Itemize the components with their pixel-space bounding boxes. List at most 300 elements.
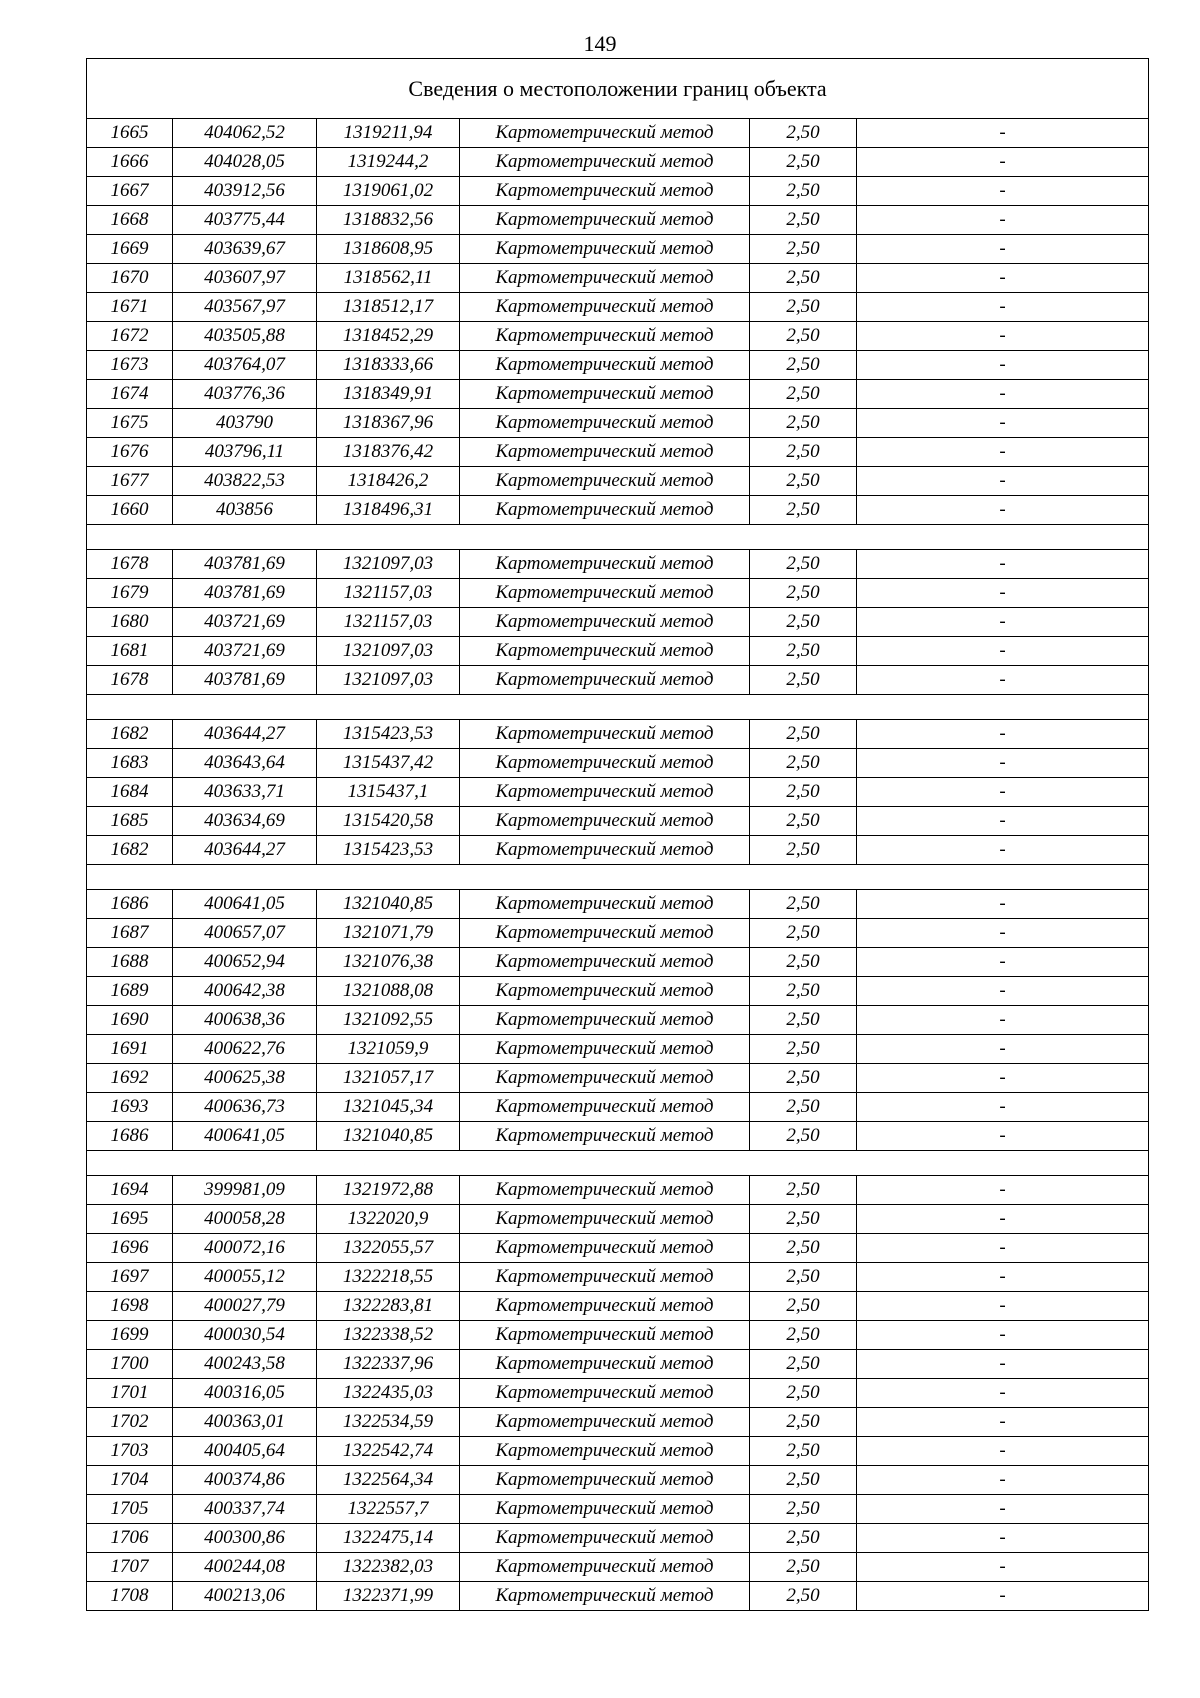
- method-cell: Картометрический метод: [460, 666, 750, 695]
- method-cell: Картометрический метод: [460, 1122, 750, 1151]
- accuracy-cell: 2,50: [750, 322, 857, 351]
- description-cell: -: [857, 438, 1149, 467]
- point-number-cell: 1689: [87, 977, 173, 1006]
- point-number-cell: 1673: [87, 351, 173, 380]
- contour-separator-row: [87, 865, 1149, 890]
- y-coordinate-cell: 1318496,31: [317, 496, 460, 525]
- y-coordinate-cell: 1321092,55: [317, 1006, 460, 1035]
- description-cell: -: [857, 1379, 1149, 1408]
- accuracy-cell: 2,50: [750, 919, 857, 948]
- y-coordinate-cell: 1321071,79: [317, 919, 460, 948]
- accuracy-cell: 2,50: [750, 1006, 857, 1035]
- method-cell: Картометрический метод: [460, 293, 750, 322]
- x-coordinate-cell: 403796,11: [173, 438, 317, 467]
- point-number-cell: 1678: [87, 666, 173, 695]
- separator-cell: [87, 1151, 1149, 1176]
- accuracy-cell: 2,50: [750, 1176, 857, 1205]
- x-coordinate-cell: 400652,94: [173, 948, 317, 977]
- table-row: [87, 1234, 1149, 1263]
- accuracy-cell: 2,50: [750, 438, 857, 467]
- accuracy-cell: 2,50: [750, 496, 857, 525]
- point-number-cell: 1678: [87, 550, 173, 579]
- x-coordinate-cell: 403634,69: [173, 807, 317, 836]
- point-number-cell: 1674: [87, 380, 173, 409]
- accuracy-cell: 2,50: [750, 1122, 857, 1151]
- description-cell: -: [857, 1408, 1149, 1437]
- method-cell: Картометрический метод: [460, 1035, 750, 1064]
- method-cell: Картометрический метод: [460, 1408, 750, 1437]
- x-coordinate-cell: 403822,53: [173, 467, 317, 496]
- accuracy-cell: 2,50: [750, 1064, 857, 1093]
- point-number-cell: 1693: [87, 1093, 173, 1122]
- accuracy-cell: 2,50: [750, 177, 857, 206]
- point-number-cell: 1686: [87, 890, 173, 919]
- y-coordinate-cell: 1321097,03: [317, 637, 460, 666]
- x-coordinate-cell: 400641,05: [173, 890, 317, 919]
- method-cell: Картометрический метод: [460, 1379, 750, 1408]
- accuracy-cell: 2,50: [750, 1408, 857, 1437]
- table-row: [87, 890, 1149, 919]
- method-cell: Картометрический метод: [460, 1524, 750, 1553]
- point-number-cell: 1660: [87, 496, 173, 525]
- table-row: [87, 608, 1149, 637]
- accuracy-cell: 2,50: [750, 666, 857, 695]
- point-number-cell: 1694: [87, 1176, 173, 1205]
- method-cell: Картометрический метод: [460, 1466, 750, 1495]
- y-coordinate-cell: 1321097,03: [317, 550, 460, 579]
- point-number-cell: 1704: [87, 1466, 173, 1495]
- description-cell: -: [857, 550, 1149, 579]
- table-row: [87, 637, 1149, 666]
- description-cell: -: [857, 409, 1149, 438]
- accuracy-cell: 2,50: [750, 409, 857, 438]
- y-coordinate-cell: 1318562,11: [317, 264, 460, 293]
- point-number-cell: 1705: [87, 1495, 173, 1524]
- y-coordinate-cell: 1321059,9: [317, 1035, 460, 1064]
- table-row: [87, 1122, 1149, 1151]
- point-number-cell: 1679: [87, 579, 173, 608]
- point-number-cell: 1668: [87, 206, 173, 235]
- x-coordinate-cell: 403607,97: [173, 264, 317, 293]
- y-coordinate-cell: 1321057,17: [317, 1064, 460, 1093]
- accuracy-cell: 2,50: [750, 380, 857, 409]
- description-cell: -: [857, 322, 1149, 351]
- y-coordinate-cell: 1319211,94: [317, 119, 460, 148]
- point-number-cell: 1691: [87, 1035, 173, 1064]
- x-coordinate-cell: 403633,71: [173, 778, 317, 807]
- y-coordinate-cell: 1321157,03: [317, 579, 460, 608]
- accuracy-cell: 2,50: [750, 1350, 857, 1379]
- accuracy-cell: 2,50: [750, 1205, 857, 1234]
- accuracy-cell: 2,50: [750, 948, 857, 977]
- x-coordinate-cell: 403721,69: [173, 637, 317, 666]
- description-cell: -: [857, 177, 1149, 206]
- description-cell: -: [857, 1524, 1149, 1553]
- description-cell: -: [857, 749, 1149, 778]
- point-number-cell: 1675: [87, 409, 173, 438]
- y-coordinate-cell: 1318349,91: [317, 380, 460, 409]
- point-number-cell: 1681: [87, 637, 173, 666]
- method-cell: Картометрический метод: [460, 977, 750, 1006]
- description-cell: -: [857, 1263, 1149, 1292]
- accuracy-cell: 2,50: [750, 1582, 857, 1611]
- description-cell: -: [857, 1553, 1149, 1582]
- table-row: [87, 1350, 1149, 1379]
- method-cell: Картометрический метод: [460, 206, 750, 235]
- y-coordinate-cell: 1318608,95: [317, 235, 460, 264]
- x-coordinate-cell: 400405,64: [173, 1437, 317, 1466]
- method-cell: Картометрический метод: [460, 749, 750, 778]
- x-coordinate-cell: 400316,05: [173, 1379, 317, 1408]
- accuracy-cell: 2,50: [750, 977, 857, 1006]
- separator-cell: [87, 695, 1149, 720]
- method-cell: Картометрический метод: [460, 1263, 750, 1292]
- description-cell: -: [857, 1093, 1149, 1122]
- method-cell: Картометрический метод: [460, 1321, 750, 1350]
- table-body: [87, 59, 1149, 1611]
- table-row: [87, 119, 1149, 148]
- description-cell: -: [857, 1495, 1149, 1524]
- table-row: [87, 778, 1149, 807]
- separator-cell: [87, 525, 1149, 550]
- y-coordinate-cell: 1321157,03: [317, 608, 460, 637]
- accuracy-cell: 2,50: [750, 890, 857, 919]
- point-number-cell: 1698: [87, 1292, 173, 1321]
- x-coordinate-cell: 400030,54: [173, 1321, 317, 1350]
- method-cell: Картометрический метод: [460, 948, 750, 977]
- y-coordinate-cell: 1319061,02: [317, 177, 460, 206]
- method-cell: Картометрический метод: [460, 438, 750, 467]
- accuracy-cell: 2,50: [750, 1093, 857, 1122]
- accuracy-cell: 2,50: [750, 1035, 857, 1064]
- y-coordinate-cell: 1322283,81: [317, 1292, 460, 1321]
- method-cell: Картометрический метод: [460, 1064, 750, 1093]
- method-cell: Картометрический метод: [460, 119, 750, 148]
- y-coordinate-cell: 1321040,85: [317, 1122, 460, 1151]
- point-number-cell: 1686: [87, 1122, 173, 1151]
- method-cell: Картометрический метод: [460, 608, 750, 637]
- contour-separator-row: [87, 525, 1149, 550]
- method-cell: Картометрический метод: [460, 1176, 750, 1205]
- table-row: [87, 1408, 1149, 1437]
- x-coordinate-cell: 400058,28: [173, 1205, 317, 1234]
- table-title: Сведения о местоположении границ объекта: [87, 59, 1149, 119]
- point-number-cell: 1671: [87, 293, 173, 322]
- method-cell: Картометрический метод: [460, 351, 750, 380]
- method-cell: Картометрический метод: [460, 1234, 750, 1263]
- method-cell: Картометрический метод: [460, 322, 750, 351]
- description-cell: -: [857, 264, 1149, 293]
- x-coordinate-cell: 400072,16: [173, 1234, 317, 1263]
- method-cell: Картометрический метод: [460, 890, 750, 919]
- x-coordinate-cell: 400213,06: [173, 1582, 317, 1611]
- y-coordinate-cell: 1322534,59: [317, 1408, 460, 1437]
- x-coordinate-cell: 403781,69: [173, 550, 317, 579]
- point-number-cell: 1701: [87, 1379, 173, 1408]
- description-cell: -: [857, 467, 1149, 496]
- description-cell: -: [857, 836, 1149, 865]
- x-coordinate-cell: 403721,69: [173, 608, 317, 637]
- table-row: [87, 1006, 1149, 1035]
- point-number-cell: 1684: [87, 778, 173, 807]
- table-row: [87, 836, 1149, 865]
- contour-separator-row: [87, 695, 1149, 720]
- accuracy-cell: 2,50: [750, 264, 857, 293]
- table-row: [87, 1495, 1149, 1524]
- method-cell: Картометрический метод: [460, 1437, 750, 1466]
- point-number-cell: 1690: [87, 1006, 173, 1035]
- y-coordinate-cell: 1315423,53: [317, 836, 460, 865]
- y-coordinate-cell: 1321972,88: [317, 1176, 460, 1205]
- y-coordinate-cell: 1322564,34: [317, 1466, 460, 1495]
- y-coordinate-cell: 1318512,17: [317, 293, 460, 322]
- x-coordinate-cell: 400243,58: [173, 1350, 317, 1379]
- y-coordinate-cell: 1322382,03: [317, 1553, 460, 1582]
- table-row: [87, 235, 1149, 264]
- method-cell: Картометрический метод: [460, 1093, 750, 1122]
- y-coordinate-cell: 1321076,38: [317, 948, 460, 977]
- table-row: [87, 1321, 1149, 1350]
- x-coordinate-cell: 400055,12: [173, 1263, 317, 1292]
- description-cell: -: [857, 1466, 1149, 1495]
- x-coordinate-cell: 403567,97: [173, 293, 317, 322]
- description-cell: -: [857, 666, 1149, 695]
- method-cell: Картометрический метод: [460, 778, 750, 807]
- point-number-cell: 1666: [87, 148, 173, 177]
- accuracy-cell: 2,50: [750, 579, 857, 608]
- description-cell: -: [857, 1176, 1149, 1205]
- table-row: [87, 749, 1149, 778]
- table-row: [87, 1437, 1149, 1466]
- point-number-cell: 1697: [87, 1263, 173, 1292]
- table-row: [87, 467, 1149, 496]
- description-cell: -: [857, 1350, 1149, 1379]
- method-cell: Картометрический метод: [460, 550, 750, 579]
- accuracy-cell: 2,50: [750, 1466, 857, 1495]
- description-cell: -: [857, 807, 1149, 836]
- point-number-cell: 1702: [87, 1408, 173, 1437]
- method-cell: Картометрический метод: [460, 1495, 750, 1524]
- point-number-cell: 1680: [87, 608, 173, 637]
- x-coordinate-cell: 403764,07: [173, 351, 317, 380]
- x-coordinate-cell: 400636,73: [173, 1093, 317, 1122]
- point-number-cell: 1695: [87, 1205, 173, 1234]
- table-row: [87, 1263, 1149, 1292]
- point-number-cell: 1696: [87, 1234, 173, 1263]
- table-row: [87, 550, 1149, 579]
- y-coordinate-cell: 1322557,7: [317, 1495, 460, 1524]
- method-cell: Картометрический метод: [460, 1292, 750, 1321]
- x-coordinate-cell: 404062,52: [173, 119, 317, 148]
- y-coordinate-cell: 1318426,2: [317, 467, 460, 496]
- description-cell: -: [857, 293, 1149, 322]
- accuracy-cell: 2,50: [750, 807, 857, 836]
- y-coordinate-cell: 1319244,2: [317, 148, 460, 177]
- point-number-cell: 1692: [87, 1064, 173, 1093]
- method-cell: Картометрический метод: [460, 919, 750, 948]
- table-row: [87, 1553, 1149, 1582]
- accuracy-cell: 2,50: [750, 608, 857, 637]
- accuracy-cell: 2,50: [750, 1379, 857, 1408]
- y-coordinate-cell: 1322337,96: [317, 1350, 460, 1379]
- accuracy-cell: 2,50: [750, 720, 857, 749]
- x-coordinate-cell: 400374,86: [173, 1466, 317, 1495]
- x-coordinate-cell: 400641,05: [173, 1122, 317, 1151]
- point-number-cell: 1700: [87, 1350, 173, 1379]
- x-coordinate-cell: 400625,38: [173, 1064, 317, 1093]
- y-coordinate-cell: 1315423,53: [317, 720, 460, 749]
- point-number-cell: 1687: [87, 919, 173, 948]
- y-coordinate-cell: 1321097,03: [317, 666, 460, 695]
- accuracy-cell: 2,50: [750, 235, 857, 264]
- method-cell: Картометрический метод: [460, 1350, 750, 1379]
- table-row: [87, 807, 1149, 836]
- page-number: 149: [583, 31, 617, 56]
- method-cell: Картометрический метод: [460, 148, 750, 177]
- description-cell: -: [857, 637, 1149, 666]
- table-row: [87, 919, 1149, 948]
- method-cell: Картометрический метод: [460, 720, 750, 749]
- y-coordinate-cell: 1322435,03: [317, 1379, 460, 1408]
- point-number-cell: 1676: [87, 438, 173, 467]
- y-coordinate-cell: 1315420,58: [317, 807, 460, 836]
- x-coordinate-cell: 403639,67: [173, 235, 317, 264]
- accuracy-cell: 2,50: [750, 119, 857, 148]
- description-cell: -: [857, 119, 1149, 148]
- accuracy-cell: 2,50: [750, 148, 857, 177]
- y-coordinate-cell: 1318367,96: [317, 409, 460, 438]
- table-row: [87, 1466, 1149, 1495]
- y-coordinate-cell: 1322542,74: [317, 1437, 460, 1466]
- y-coordinate-cell: 1322475,14: [317, 1524, 460, 1553]
- point-number-cell: 1688: [87, 948, 173, 977]
- x-coordinate-cell: 403644,27: [173, 836, 317, 865]
- y-coordinate-cell: 1318452,29: [317, 322, 460, 351]
- description-cell: -: [857, 579, 1149, 608]
- x-coordinate-cell: 400657,07: [173, 919, 317, 948]
- accuracy-cell: 2,50: [750, 467, 857, 496]
- x-coordinate-cell: 400300,86: [173, 1524, 317, 1553]
- description-cell: -: [857, 1205, 1149, 1234]
- method-cell: Картометрический метод: [460, 380, 750, 409]
- point-number-cell: 1672: [87, 322, 173, 351]
- point-number-cell: 1669: [87, 235, 173, 264]
- table-row: [87, 293, 1149, 322]
- description-cell: -: [857, 351, 1149, 380]
- accuracy-cell: 2,50: [750, 550, 857, 579]
- point-number-cell: 1706: [87, 1524, 173, 1553]
- contour-separator-row: [87, 1151, 1149, 1176]
- description-cell: -: [857, 778, 1149, 807]
- table-row: [87, 177, 1149, 206]
- method-cell: Картометрический метод: [460, 409, 750, 438]
- x-coordinate-cell: 403790: [173, 409, 317, 438]
- accuracy-cell: 2,50: [750, 778, 857, 807]
- description-cell: -: [857, 608, 1149, 637]
- point-number-cell: 1699: [87, 1321, 173, 1350]
- point-number-cell: 1677: [87, 467, 173, 496]
- y-coordinate-cell: 1322020,9: [317, 1205, 460, 1234]
- y-coordinate-cell: 1315437,42: [317, 749, 460, 778]
- table-row: [87, 1582, 1149, 1611]
- table-row: [87, 496, 1149, 525]
- table-row: [87, 579, 1149, 608]
- accuracy-cell: 2,50: [750, 206, 857, 235]
- table-row: [87, 206, 1149, 235]
- accuracy-cell: 2,50: [750, 1495, 857, 1524]
- description-cell: -: [857, 380, 1149, 409]
- x-coordinate-cell: 400622,76: [173, 1035, 317, 1064]
- method-cell: Картометрический метод: [460, 235, 750, 264]
- table-row: [87, 1064, 1149, 1093]
- description-cell: -: [857, 1064, 1149, 1093]
- method-cell: Картометрический метод: [460, 579, 750, 608]
- y-coordinate-cell: 1321045,34: [317, 1093, 460, 1122]
- method-cell: Картометрический метод: [460, 1006, 750, 1035]
- method-cell: Картометрический метод: [460, 177, 750, 206]
- point-number-cell: 1670: [87, 264, 173, 293]
- description-cell: -: [857, 496, 1149, 525]
- table-row: [87, 977, 1149, 1006]
- table-row: [87, 1379, 1149, 1408]
- table-row: [87, 322, 1149, 351]
- table-row: [87, 720, 1149, 749]
- y-coordinate-cell: 1322218,55: [317, 1263, 460, 1292]
- description-cell: -: [857, 890, 1149, 919]
- description-cell: -: [857, 1582, 1149, 1611]
- point-number-cell: 1683: [87, 749, 173, 778]
- description-cell: -: [857, 1321, 1149, 1350]
- point-number-cell: 1682: [87, 720, 173, 749]
- y-coordinate-cell: 1322338,52: [317, 1321, 460, 1350]
- description-cell: -: [857, 919, 1149, 948]
- description-cell: -: [857, 235, 1149, 264]
- separator-cell: [87, 865, 1149, 890]
- table-row: [87, 1093, 1149, 1122]
- accuracy-cell: 2,50: [750, 1292, 857, 1321]
- point-number-cell: 1682: [87, 836, 173, 865]
- table-row: [87, 148, 1149, 177]
- method-cell: Картометрический метод: [460, 1553, 750, 1582]
- point-number-cell: 1665: [87, 119, 173, 148]
- table-row: [87, 1176, 1149, 1205]
- x-coordinate-cell: 403776,36: [173, 380, 317, 409]
- accuracy-cell: 2,50: [750, 749, 857, 778]
- x-coordinate-cell: 400363,01: [173, 1408, 317, 1437]
- description-cell: -: [857, 1437, 1149, 1466]
- description-cell: -: [857, 148, 1149, 177]
- x-coordinate-cell: 403775,44: [173, 206, 317, 235]
- table-row: [87, 948, 1149, 977]
- accuracy-cell: 2,50: [750, 1437, 857, 1466]
- method-cell: Картометрический метод: [460, 807, 750, 836]
- table-row: [87, 1292, 1149, 1321]
- accuracy-cell: 2,50: [750, 1234, 857, 1263]
- point-number-cell: 1685: [87, 807, 173, 836]
- description-cell: -: [857, 720, 1149, 749]
- method-cell: Картометрический метод: [460, 496, 750, 525]
- description-cell: -: [857, 977, 1149, 1006]
- point-number-cell: 1703: [87, 1437, 173, 1466]
- table-title-row: [87, 59, 1149, 119]
- table-row: [87, 1035, 1149, 1064]
- x-coordinate-cell: 404028,05: [173, 148, 317, 177]
- accuracy-cell: 2,50: [750, 351, 857, 380]
- point-number-cell: 1707: [87, 1553, 173, 1582]
- method-cell: Картометрический метод: [460, 1205, 750, 1234]
- method-cell: Картометрический метод: [460, 1582, 750, 1611]
- accuracy-cell: 2,50: [750, 836, 857, 865]
